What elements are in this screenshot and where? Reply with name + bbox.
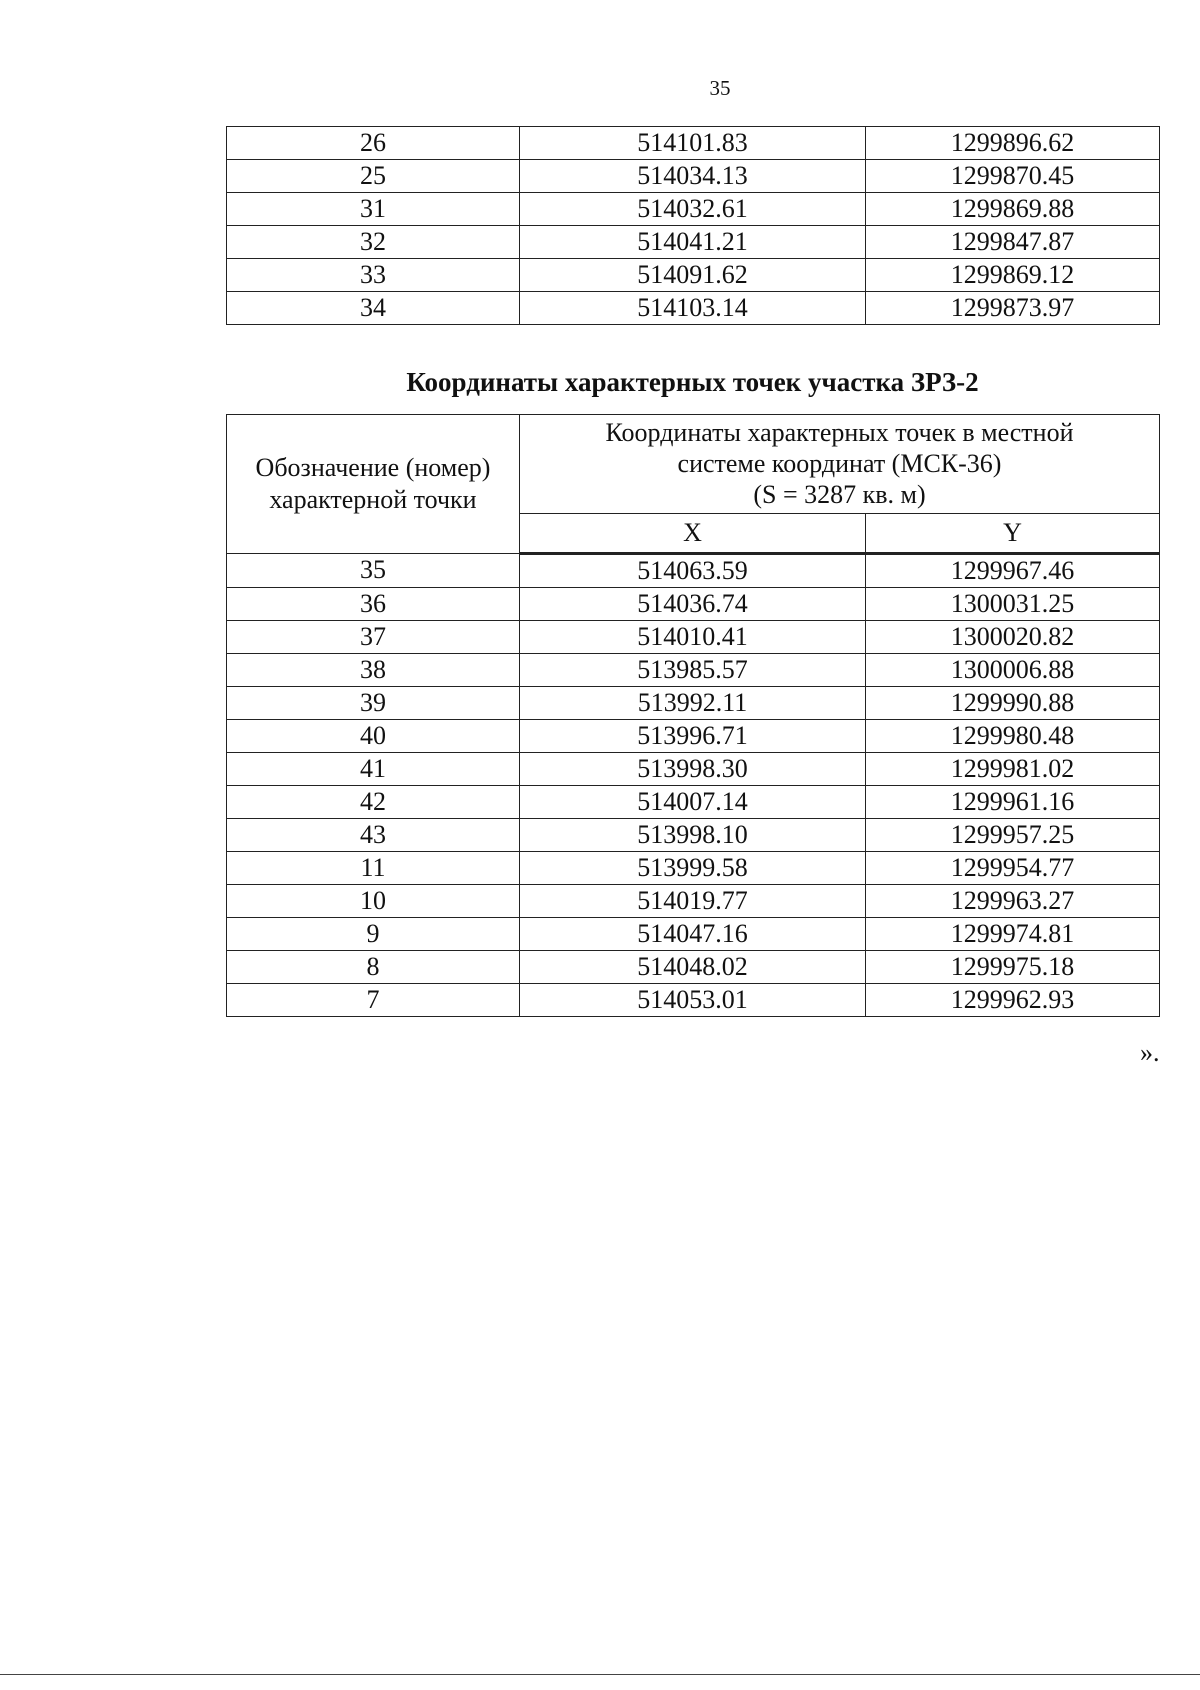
y-coordinate-cell: 1299974.81: [866, 917, 1160, 950]
y-coordinate-cell: 1299870.45: [866, 160, 1160, 193]
header-coordinates-line-3: (S = 3287 кв. м): [753, 480, 926, 510]
point-number-cell: 10: [227, 884, 520, 917]
point-number-cell: 7: [227, 983, 520, 1016]
x-coordinate-cell: 514047.16: [520, 917, 866, 950]
x-coordinate-cell: 514091.62: [520, 259, 866, 292]
table-row: [227, 950, 1160, 983]
section-title: Координаты характерных точек участка ЗРЗ-2: [406, 367, 979, 397]
x-coordinate-cell: 513998.10: [520, 818, 866, 851]
point-number-cell: 42: [227, 785, 520, 818]
table-row: [227, 193, 1160, 226]
x-coordinate-cell: 514063.59: [520, 553, 866, 587]
header-point-label-text: Обозначение (номер) характерной точки: [255, 453, 491, 514]
x-coordinate-cell: 514053.01: [520, 983, 866, 1016]
header-coordinates-line-2: системе координат (МСК-36): [677, 449, 1002, 479]
header-y: Y: [866, 513, 1160, 553]
table-row: [227, 851, 1160, 884]
header-coordinates-line-1: Координаты характерных точек в местной: [605, 418, 1074, 447]
table-row: [227, 160, 1160, 193]
table-header: [227, 415, 1160, 554]
x-coordinate-cell: 514048.02: [520, 950, 866, 983]
point-number-cell: 11: [227, 851, 520, 884]
y-coordinate-cell: 1299869.12: [866, 259, 1160, 292]
header-coordinates: [520, 415, 1160, 514]
x-coordinate-cell: 513985.57: [520, 653, 866, 686]
coordinates-table-continued-body: [227, 127, 1160, 325]
y-coordinate-cell: 1299962.93: [866, 983, 1160, 1016]
x-coordinate-cell: 514101.83: [520, 127, 866, 160]
coordinates-table-continued: [226, 126, 1160, 325]
y-coordinate-cell: 1299980.48: [866, 719, 1160, 752]
table-row: [227, 620, 1160, 653]
header-point-label: [227, 415, 520, 554]
y-coordinate-cell: 1299957.25: [866, 818, 1160, 851]
x-coordinate-cell: 513998.30: [520, 752, 866, 785]
header-x: X: [520, 513, 866, 553]
x-coordinate-cell: 514103.14: [520, 292, 866, 325]
bottom-divider: [0, 1674, 1200, 1675]
y-coordinate-cell: 1300031.25: [866, 587, 1160, 620]
x-coordinate-cell: 514007.14: [520, 785, 866, 818]
x-coordinate-cell: 513996.71: [520, 719, 866, 752]
point-number-cell: 31: [227, 193, 520, 226]
table-row: [227, 292, 1160, 325]
point-number-cell: 36: [227, 587, 520, 620]
x-coordinate-cell: 514036.74: [520, 587, 866, 620]
x-coordinate-cell: 514032.61: [520, 193, 866, 226]
y-coordinate-cell: 1299873.97: [866, 292, 1160, 325]
y-coordinate-cell: 1299981.02: [866, 752, 1160, 785]
point-number-cell: 8: [227, 950, 520, 983]
point-number-cell: 38: [227, 653, 520, 686]
point-number-cell: 9: [227, 917, 520, 950]
table-row: [227, 226, 1160, 259]
coordinates-table-zrz-2: [226, 414, 1160, 1017]
point-number-cell: 33: [227, 259, 520, 292]
x-coordinate-cell: 514010.41: [520, 620, 866, 653]
point-number-cell: 40: [227, 719, 520, 752]
point-number-cell: 26: [227, 127, 520, 160]
y-coordinate-cell: 1299954.77: [866, 851, 1160, 884]
page-number: 35: [709, 76, 731, 100]
closing-quote-mark: ».: [1140, 1038, 1160, 1067]
y-coordinate-cell: 1299961.16: [866, 785, 1160, 818]
y-coordinate-cell: 1299847.87: [866, 226, 1160, 259]
y-coordinate-cell: 1299896.62: [866, 127, 1160, 160]
table-row: [227, 884, 1160, 917]
x-coordinate-cell: 513999.58: [520, 851, 866, 884]
x-coordinate-cell: 513992.11: [520, 686, 866, 719]
point-number-cell: 39: [227, 686, 520, 719]
table-row: [227, 686, 1160, 719]
y-coordinate-cell: 1299990.88: [866, 686, 1160, 719]
x-coordinate-cell: 514041.21: [520, 226, 866, 259]
y-coordinate-cell: 1299967.46: [866, 553, 1160, 587]
point-number-cell: 41: [227, 752, 520, 785]
point-number-cell: 35: [227, 553, 520, 587]
table-row: [227, 983, 1160, 1016]
table-row: [227, 259, 1160, 292]
table-row: [227, 653, 1160, 686]
point-number-cell: 43: [227, 818, 520, 851]
table-row: [227, 917, 1160, 950]
y-coordinate-cell: 1299963.27: [866, 884, 1160, 917]
x-coordinate-cell: 514034.13: [520, 160, 866, 193]
point-number-cell: 37: [227, 620, 520, 653]
table-row: [227, 587, 1160, 620]
y-coordinate-cell: 1299869.88: [866, 193, 1160, 226]
table-row: [227, 785, 1160, 818]
table-row: [227, 752, 1160, 785]
point-number-cell: 34: [227, 292, 520, 325]
y-coordinate-cell: 1300020.82: [866, 620, 1160, 653]
table-row: [227, 553, 1160, 587]
y-coordinate-cell: 1300006.88: [866, 653, 1160, 686]
table-row: [227, 818, 1160, 851]
point-number-cell: 32: [227, 226, 520, 259]
x-coordinate-cell: 514019.77: [520, 884, 866, 917]
table-row: [227, 719, 1160, 752]
point-number-cell: 25: [227, 160, 520, 193]
table-row: [227, 127, 1160, 160]
coordinates-table-zrz-2-body: [227, 553, 1160, 1016]
y-coordinate-cell: 1299975.18: [866, 950, 1160, 983]
